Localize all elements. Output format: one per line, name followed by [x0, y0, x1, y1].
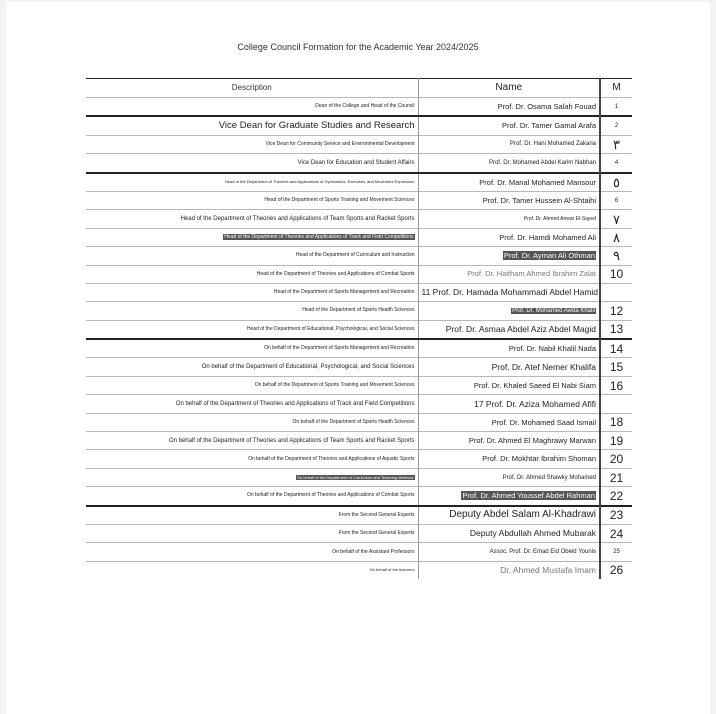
row-description: Head of the Department of Theories and Applications of Team Sports and Racket Sports [86, 210, 418, 228]
row-description: Head of the Department of Theories and Applications of Combat Sports [86, 265, 418, 283]
row-number: 12 [600, 302, 632, 320]
table-row [86, 173, 632, 192]
row-description: Vice Dean for Education and Student Affairs [86, 154, 418, 173]
header-number: M [600, 79, 632, 98]
table-row [86, 265, 632, 283]
row-name [418, 247, 600, 265]
row-number: 22 [600, 487, 632, 506]
row-description: Dean of the College and Head of the Council [86, 98, 418, 117]
row-number: 1 [600, 98, 632, 117]
row-name: Prof. Dr. Manal Mohamed Mansour [418, 173, 600, 192]
row-description: On behalf of the Department of Theories and Applications of Aquatic Sports [86, 450, 418, 468]
row-name: Prof. Dr. Hani Mohamed Zakaria [418, 135, 600, 153]
table-row [86, 98, 632, 117]
row-description: Head of the Department of Curriculum and Instruction [86, 247, 418, 265]
row-name: Prof. Dr. Mokhtar Ibrahim Shoman [418, 450, 600, 468]
row-number: 21 [600, 468, 632, 486]
row-name: Prof. Dr. Ahmed Anwar El-Sayed [418, 210, 600, 228]
row-description: Head of the Department of Theories and Applications of Gymnastics, Exercises, and Movement Expression [86, 173, 418, 192]
row-description: From the Second General Experts [86, 506, 418, 525]
row-description: Head of the Department of Sports Management and Recreation [86, 283, 418, 301]
table-row [86, 302, 632, 320]
table-row [86, 543, 632, 561]
row-number: ٨ [600, 228, 632, 246]
table-row [86, 506, 632, 525]
row-name: Prof. Dr. Mohamed Abdel Karim Nabhan [418, 154, 600, 173]
row-description: On behalf of the Department of Theories and Applications of Track and Field Competitions [86, 395, 418, 413]
row-name [418, 487, 600, 506]
row-description: On behalf of the Department of Sports Training and Movement Sciences [86, 376, 418, 394]
row-description: Head of the Department of Sports Training and Movement Sciences [86, 191, 418, 209]
row-name: Prof. Dr. Osama Salah Fouad [418, 98, 600, 117]
row-number: 10 [600, 265, 632, 283]
row-name: Prof. Dr. Mohamed Saad Ismail [418, 413, 600, 431]
table-row [86, 468, 632, 486]
table-row [86, 358, 632, 376]
row-description: Vice Dean for Community Service and Environmental Development [86, 135, 418, 153]
table-row [86, 413, 632, 431]
row-number: ٧ [600, 210, 632, 228]
row-description [86, 468, 418, 486]
row-number: ٣ [600, 135, 632, 153]
row-description: Vice Dean for Graduate Studies and Research [86, 116, 418, 135]
row-description: Head of the Department of Sports Health Sciences [86, 302, 418, 320]
row-name: Prof. Dr. Atef Nemer Khalifa [418, 358, 600, 376]
row-number: 18 [600, 413, 632, 431]
row-number: 24 [600, 524, 632, 542]
row-name: Deputy Abdullah Ahmed Mubarak [418, 524, 600, 542]
table-row [86, 210, 632, 228]
row-number: 14 [600, 339, 632, 358]
row-number: 25 [600, 543, 632, 561]
row-description: On behalf of the lecturers [86, 561, 418, 579]
row-description: On behalf of the Department of Sports Management and Recreation [86, 339, 418, 358]
table-row [86, 320, 632, 339]
table-row [86, 135, 632, 153]
table-row [86, 395, 632, 413]
row-number: ٥ [600, 173, 632, 192]
highlighted-name: Prof. Dr. Ahmed Youssef Abdel Rahman [462, 491, 595, 501]
row-number: 15 [600, 358, 632, 376]
row-description: On behalf of the Department of Theories and Applications of Combat Sports [86, 487, 418, 506]
table-row [86, 154, 632, 173]
row-number: 26 [600, 561, 632, 579]
row-name: Prof. Dr. Tamer Hussein Al-Shtaihi [418, 191, 600, 209]
row-number: 23 [600, 506, 632, 525]
row-number: 19 [600, 432, 632, 450]
highlighted-description: On behalf of the Department of Curriculum and Teaching Methods [296, 474, 414, 480]
row-number [600, 395, 632, 413]
row-name: Prof. Dr. Haitham Ahmed Ibrahim Zalat [418, 265, 600, 283]
row-number: 16 [600, 376, 632, 394]
row-description: On behalf of the Assistant Professors [86, 543, 418, 561]
highlighted-name: Prof. Dr. Mohamed Awda Khalil [512, 307, 595, 314]
row-name: Prof. Dr. Nabil Khalil Nada [418, 339, 600, 358]
row-name: 17 Prof. Dr. Aziza Mohamed Afifi [418, 395, 600, 413]
row-name: Dr. Ahmed Mustafa Imam [418, 561, 600, 579]
row-description: On behalf of the Department of Sports Health Sciences [86, 413, 418, 431]
highlighted-name: Prof. Dr. Ayman Ali Othman [503, 251, 595, 261]
row-description: Head of the Department of Educational, Psychological, and Social Sciences [86, 320, 418, 339]
row-name: Prof. Dr. Ahmed Shawky Mohamed [418, 468, 600, 486]
table-row [86, 487, 632, 506]
table-row [86, 376, 632, 394]
row-name: Deputy Abdel Salam Al-Khadrawi [418, 506, 600, 525]
table-header-row [86, 79, 632, 98]
header-name: Name [418, 79, 600, 98]
row-description [86, 228, 418, 246]
document-title: College Council Formation for the Academic Year 2024/2025 [237, 42, 479, 52]
row-name: Prof. Dr. Ahmed El Maghrawy Marwan [418, 432, 600, 450]
row-name: Prof. Dr. Hamdi Mohamed Ali [418, 228, 600, 246]
table-row [86, 432, 632, 450]
row-number [600, 283, 632, 301]
table-row [86, 116, 632, 135]
row-description: From the Second General Experts [86, 524, 418, 542]
row-name: 11 Prof. Dr. Hamada Mohammadi Abdel Hamid [418, 283, 600, 301]
table-row [86, 283, 632, 301]
table-row [86, 524, 632, 542]
row-name: Prof. Dr. Tamer Gamal Arafa [418, 116, 600, 135]
row-name: Prof. Dr. Khaled Saeed El Nabi Siam [418, 376, 600, 394]
table-row [86, 191, 632, 209]
row-name [418, 302, 600, 320]
highlighted-description: Head of the Department of Theories and Applications of Track and Field Competitions [224, 233, 414, 240]
row-number: ٩ [600, 247, 632, 265]
row-description: On behalf of the Department of Theories and Applications of Team Sports and Racket Sports [86, 432, 418, 450]
row-number: 20 [600, 450, 632, 468]
table-row [86, 228, 632, 246]
table-row [86, 339, 632, 358]
table-row [86, 450, 632, 468]
council-table [86, 78, 632, 579]
row-description: On behalf of the Department of Educational, Psychological, and Social Sciences [86, 358, 418, 376]
row-name: Prof. Dr. Asmaa Abdel Aziz Abdel Magid [418, 320, 600, 339]
table-row [86, 561, 632, 579]
header-description: Description [86, 79, 418, 98]
row-number: 4 [600, 154, 632, 173]
row-name: Assoc. Prof. Dr. Emad Eid Obeid Younis [418, 543, 600, 561]
row-number: 13 [600, 320, 632, 339]
table-row [86, 247, 632, 265]
row-number: 2 [600, 116, 632, 135]
row-number: 6 [600, 191, 632, 209]
